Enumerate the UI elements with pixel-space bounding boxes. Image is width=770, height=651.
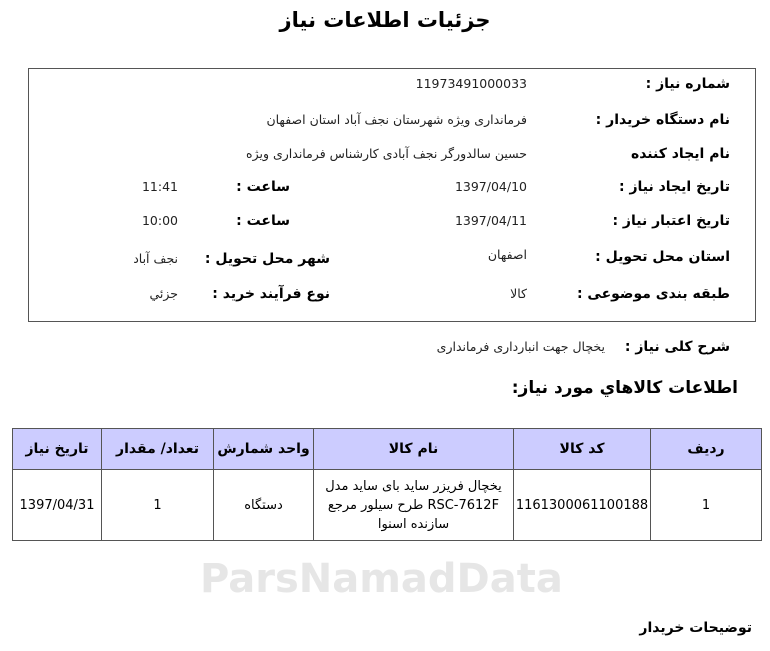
buyer-label: نام دستگاه خریدار :	[595, 112, 730, 128]
col-header-row-number: ردیف	[651, 429, 762, 470]
goods-section-title: اطلاعات کالاهاي مورد نیاز:	[511, 378, 738, 398]
created-date-value: 1397/04/10	[454, 179, 527, 194]
goods-table	[12, 428, 762, 541]
province-value: اصفهان	[487, 247, 527, 262]
valid-date-value: 1397/04/11	[454, 213, 527, 228]
cell-quantity: 1	[102, 470, 214, 541]
cell-unit: دستگاه	[214, 470, 314, 541]
cell-code: 1161300061100188	[514, 470, 651, 541]
valid-date-label: تاریخ اعتبار نیاز :	[612, 213, 730, 229]
buyer-notes-label: توضیحات خریدار	[639, 620, 752, 636]
city-label: شهر محل تحویل :	[204, 251, 330, 267]
process-value: جزئي	[149, 286, 178, 301]
buyer-value: فرمانداری ویژه شهرستان نجف آباد استان اصفهان	[266, 112, 527, 127]
category-label: طبقه بندی موضوعی :	[576, 286, 730, 302]
need-number-label: شماره نیاز :	[645, 76, 730, 92]
col-header-quantity: تعداد/ مقدار	[102, 429, 214, 470]
description-label: شرح کلی نیاز :	[624, 339, 730, 355]
valid-time-value: 10:00	[141, 213, 178, 228]
province-label: استان محل تحویل :	[595, 249, 730, 265]
cell-date: 1397/04/31	[13, 470, 102, 541]
cell-name: یخچال فریزر ساید بای ساید مدل RSC-7612F طرح سیلور مرجع سازنده اسنوا	[314, 470, 514, 541]
table-row	[13, 470, 762, 541]
created-time-value: 11:41	[141, 179, 178, 194]
city-value: نجف آباد	[133, 251, 178, 266]
col-header-code: کد کالا	[514, 429, 651, 470]
creator-value: حسین سالدورگر نجف آبادی کارشناس فرمانداری ویژه	[246, 146, 527, 161]
need-number-value: 11973491000033	[415, 76, 527, 91]
creator-label: نام ایجاد کننده	[630, 146, 730, 162]
valid-time-label: ساعت :	[236, 213, 290, 229]
created-date-label: تاریخ ایجاد نیاز :	[618, 179, 730, 195]
table-header-row	[13, 429, 762, 470]
process-label: نوع فرآیند خرید :	[212, 286, 330, 302]
category-value: کالا	[510, 286, 527, 301]
page-title: جزئیات اطلاعات نیاز	[279, 8, 491, 32]
cell-row-number: 1	[651, 470, 762, 541]
need-info-box	[28, 68, 756, 322]
description-value: یخچال جهت انبارداری فرمانداری	[436, 339, 605, 354]
col-header-unit: واحد شمارش	[214, 429, 314, 470]
col-header-date: تاریخ نیاز	[13, 429, 102, 470]
created-time-label: ساعت :	[236, 179, 290, 195]
watermark: ParsNamadData	[200, 556, 563, 602]
col-header-name: نام کالا	[314, 429, 514, 470]
